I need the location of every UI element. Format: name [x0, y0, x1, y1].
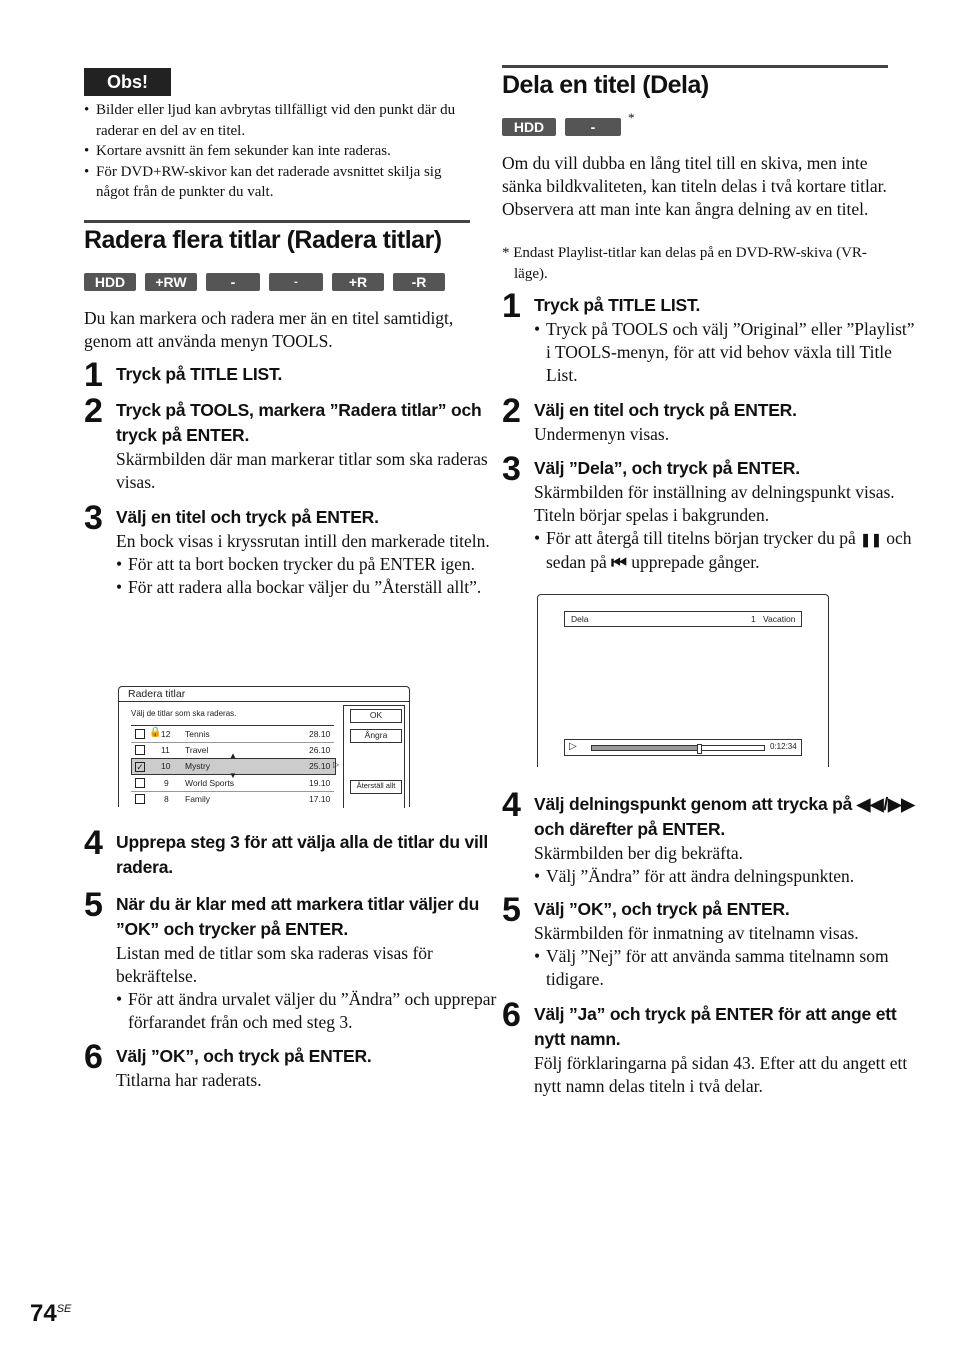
step-number: 1 — [502, 287, 521, 325]
row-name: World Sports — [185, 778, 234, 788]
step-bullets — [534, 945, 922, 991]
up-arrow-icon: ▲ — [229, 751, 237, 760]
step-bullets — [116, 553, 504, 599]
step-bullet: • Välj ”Ändra” för att ändra delningspunkten. — [534, 865, 922, 888]
row-date: 28.10 — [309, 729, 331, 739]
obs-item: • För DVD+RW-skivor kan det raderade avsnittet skilja sig något från de punkter du valt. — [84, 162, 472, 203]
title-number: 1 — [751, 614, 756, 624]
step-number: 4 — [84, 824, 103, 862]
step-4 — [502, 786, 922, 888]
step-body: Undermenyn visas. — [534, 424, 670, 444]
step-bullet: • Tryck på TOOLS och välj ”Original” eller ”Playlist” i TOOLS-menyn, för att vid behov växla till Title List. — [534, 318, 922, 387]
badge-plus-rw: +RW — [145, 273, 197, 291]
ok-button[interactable]: OK — [350, 709, 402, 723]
step-bullets — [534, 318, 922, 387]
media-badges — [84, 273, 445, 308]
checkbox[interactable] — [135, 729, 145, 739]
obs-item: • Kortare avsnitt än fem sekunder kan inte raderas. — [84, 141, 472, 162]
step-bullets — [116, 988, 504, 1034]
step-5 — [502, 891, 922, 991]
obs-label: Obs! — [84, 68, 171, 96]
footnote: * Endast Playlist-titlar kan delas på en DVD-RW-skiva (VR-läge). — [502, 245, 867, 282]
step-title-part: / — [883, 794, 889, 814]
obs-item: • Bilder eller ljud kan avbrytas tillfälligt vid den punkt där du raderar en del av en titel. — [84, 100, 472, 141]
row-number: 12 — [161, 729, 171, 739]
page-number-value: 74 — [30, 1300, 57, 1327]
screen-instruction: Välj de titlar som ska raderas. — [131, 709, 237, 718]
step-number: 3 — [502, 450, 521, 488]
section-rule — [502, 65, 888, 68]
obs-list — [84, 100, 472, 203]
fast-forward-icon: ▶▶ — [888, 794, 915, 814]
reset-all-button[interactable]: Återställ allt — [350, 780, 402, 794]
undo-button[interactable]: Ångra — [350, 729, 402, 743]
right-arrow-icon: ▷ — [333, 760, 340, 769]
footnote-marker: * — [628, 110, 635, 125]
section-rule — [84, 220, 470, 223]
row-date: 19.10 — [309, 778, 331, 788]
intro-text: Du kan markera och radera mer än en titel samtidigt, genom att använda menyn TOOLS. — [84, 308, 454, 351]
progress-fill — [592, 746, 699, 750]
row-date: 26.10 — [309, 745, 331, 755]
step-4 — [84, 824, 504, 880]
section-heading-dela: Dela en titel (Dela) — [502, 71, 709, 99]
step-number: 6 — [502, 996, 521, 1034]
play-icon: ▷ — [569, 741, 577, 752]
page-number — [30, 1300, 71, 1328]
step-2 — [502, 392, 922, 446]
step-bullets — [534, 865, 922, 888]
step-1 — [84, 356, 504, 394]
step-body: Skärmbilden för inställning av delningspunkt visas. Titeln börjar spelas i bakgrunden. — [534, 482, 895, 525]
dela-screen — [537, 594, 829, 767]
step-bullet: • För att ändra urvalet väljer du ”Ändra” och upprepar förfarandet från och med steg 3. — [116, 988, 504, 1034]
table-row[interactable] — [131, 775, 334, 792]
step-title: Tryck på TOOLS, markera ”Radera titlar” och tryck på ENTER. — [116, 400, 482, 445]
step-body: Skärmbilden ber dig bekräfta. — [534, 843, 743, 863]
title-info-bar — [564, 611, 802, 627]
down-arrow-icon: ▼ — [229, 771, 237, 780]
bullet-text: och sedan på — [546, 528, 912, 572]
step-bullet — [534, 527, 922, 574]
intro-text: Om du vill dubba en lång titel till en skiva, men inte sänka bildkvaliteten, kan titeln delas i två kortare titlar. Observera att man inte kan ångra delning av en titel. — [502, 153, 887, 219]
row-number: 10 — [161, 761, 171, 771]
radera-titlar-screen — [118, 686, 410, 807]
title-name: Vacation — [763, 614, 796, 624]
step-6 — [84, 1038, 504, 1092]
step-number: 2 — [84, 392, 103, 430]
checkbox[interactable] — [135, 778, 145, 788]
row-name: Tennis — [185, 729, 210, 739]
step-body: En bock visas i kryssrutan intill den markerade titeln. — [116, 531, 490, 551]
step-bullets — [534, 527, 922, 574]
step-number: 1 — [84, 356, 103, 394]
step-title-part: Välj delningspunkt genom att trycka på — [534, 794, 853, 814]
step-number: 4 — [502, 786, 521, 824]
step-title: Tryck på TITLE LIST. — [116, 364, 283, 384]
page-number-suffix: SE — [56, 1303, 72, 1315]
step-body: Följ förklaringarna på sidan 43. Efter att du angett ett nytt namn delas titeln i två delar. — [534, 1053, 908, 1096]
step-title: Välj en titel och tryck på ENTER. — [534, 400, 797, 420]
badge-plus-r: +R — [332, 273, 384, 291]
playback-bar — [564, 739, 802, 756]
screen-title: Radera titlar — [128, 688, 186, 700]
step-title: Välj ”OK”, och tryck på ENTER. — [534, 899, 790, 919]
step-2 — [84, 392, 504, 494]
step-body: Listan med de titlar som ska raderas visas för bekräftelse. — [116, 943, 433, 986]
table-row[interactable] — [131, 726, 334, 743]
split-point-handle[interactable] — [697, 744, 702, 754]
section-heading-radera: Radera flera titlar (Radera titlar) — [84, 226, 442, 254]
dela-label: Dela — [571, 614, 589, 624]
rewind-icon: ◀◀ — [856, 794, 884, 814]
row-name: Family — [185, 794, 211, 804]
badge-rw-video: -RWVideo — [269, 273, 323, 291]
step-title: Välj ”OK”, och tryck på ENTER. — [116, 1046, 372, 1066]
bullet-text: upprepade gånger. — [631, 552, 760, 572]
step-3 — [84, 499, 504, 599]
step-title: Tryck på TITLE LIST. — [534, 295, 701, 315]
step-title — [534, 792, 922, 842]
step-3 — [502, 450, 922, 574]
previous-icon: ⏮ — [611, 552, 627, 572]
badge-rw-vr: -RWVR — [206, 273, 260, 291]
pause-icon: ❚❚ — [860, 532, 882, 547]
time-readout: 0:12:34 — [770, 742, 797, 751]
row-date: 25.10 — [309, 761, 331, 771]
step-5 — [84, 886, 504, 1034]
row-name: Mystry — [185, 761, 211, 771]
row-date: 17.10 — [309, 794, 331, 804]
table-row[interactable] — [131, 791, 334, 807]
bullet-text: För att återgå till titelns början trycker du på — [546, 528, 856, 548]
step-body: Titlarna har raderats. — [116, 1070, 262, 1090]
media-badges — [502, 118, 621, 153]
step-number: 3 — [84, 499, 103, 537]
step-body: Skärmbilden för inmatning av titelnamn visas. — [534, 923, 859, 943]
checkbox[interactable] — [135, 794, 145, 804]
checkbox-checked[interactable]: ✓ — [136, 762, 144, 772]
step-number: 2 — [502, 392, 521, 430]
step-title: När du är klar med att markera titlar väljer du ”OK” och trycker på ENTER. — [116, 894, 480, 939]
step-1 — [502, 287, 922, 387]
step-6 — [502, 996, 922, 1098]
step-bullet: • För att ta bort bocken trycker du på ENTER igen. — [116, 553, 504, 576]
badge-hdd: HDD — [84, 273, 136, 291]
screen-divider — [119, 701, 409, 702]
row-name: Travel — [185, 745, 209, 755]
row-number: 11 — [161, 745, 170, 755]
step-title-part: och därefter på ENTER. — [534, 819, 726, 839]
step-bullet: • Välj ”Nej” för att använda samma titelnamn som tidigare. — [534, 945, 922, 991]
step-number: 5 — [502, 891, 521, 929]
badge-minus-r: -R — [393, 273, 445, 291]
step-body: Skärmbilden där man markerar titlar som ska raderas visas. — [116, 449, 488, 492]
step-title: Upprepa steg 3 för att välja alla de titlar du vill radera. — [116, 832, 488, 877]
lock-icon: 🔒 — [149, 727, 162, 738]
step-title: Välj en titel och tryck på ENTER. — [116, 507, 379, 527]
step-title: Välj ”Ja” och tryck på ENTER för att ange ett nytt namn. — [534, 1004, 897, 1049]
step-number: 6 — [84, 1038, 103, 1076]
checkbox[interactable] — [135, 745, 145, 755]
badge-rw-vr: -RWVR — [565, 118, 621, 136]
badge-hdd: HDD — [502, 118, 556, 136]
row-number: 8 — [164, 794, 169, 804]
step-number: 5 — [84, 886, 103, 924]
step-title: Välj ”Dela”, och tryck på ENTER. — [534, 458, 800, 478]
row-number: 9 — [164, 778, 169, 788]
step-bullet: • För att radera alla bockar väljer du ”Återställ allt”. — [116, 576, 504, 599]
progress-track — [591, 745, 765, 751]
